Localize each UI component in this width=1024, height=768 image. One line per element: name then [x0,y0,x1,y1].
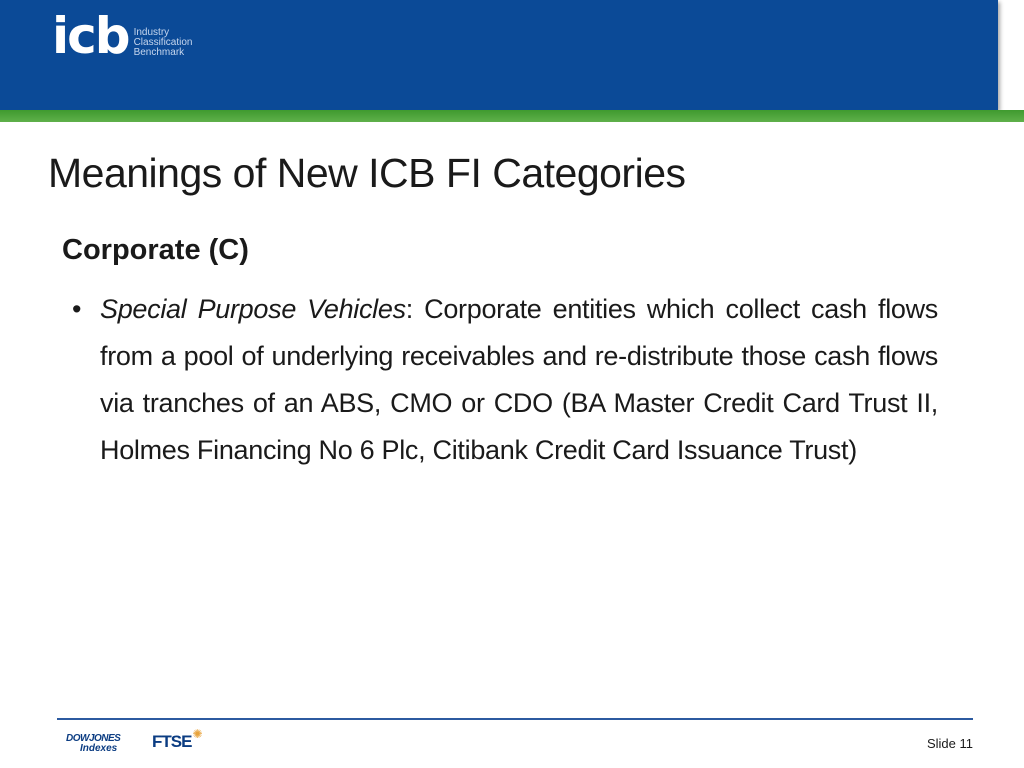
ftse-logo-text: FTSE [152,732,192,751]
slide-title: Meanings of New ICB FI Categories [48,150,686,196]
logo-line-industry: Industry [133,27,170,38]
section-heading: Corporate (C) [62,234,249,266]
footer-rule [57,718,973,720]
header-green-stripe [0,110,1024,122]
bullet-term: Special Purpose Vehicles [100,294,406,324]
slide-number: Slide 11 [926,736,973,751]
dowjones-logo [66,734,120,754]
header-band [0,0,998,110]
logo-line-benchmark: Benchmark [133,47,185,58]
ftse-logo [152,728,203,756]
logo-line-classification: Classification [133,37,193,48]
bullet-item [72,286,938,474]
icb-logo [52,8,193,64]
icb-logo-text [134,28,193,58]
icb-logo-mark: icb [52,7,129,65]
dowjones-logo-bottom: Indexes [80,743,118,754]
bullet-separator: : [405,294,425,324]
bullet-dot-icon: • [72,294,82,324]
dowjones-logo-top: DOWJONES [66,733,121,744]
ftse-star-icon: ✺ [192,727,203,741]
bullet-description: Corporate entities which collect cash flows from a pool of underlying receivables and re-distribute those cash flows via tranches of an ABS, CMO or CDO (BA Master Credit Card Trust II, Holmes Financing No 6 Plc, Citibank Credit Card Issuance Trust) [100,294,939,465]
bullet-text [100,286,938,474]
